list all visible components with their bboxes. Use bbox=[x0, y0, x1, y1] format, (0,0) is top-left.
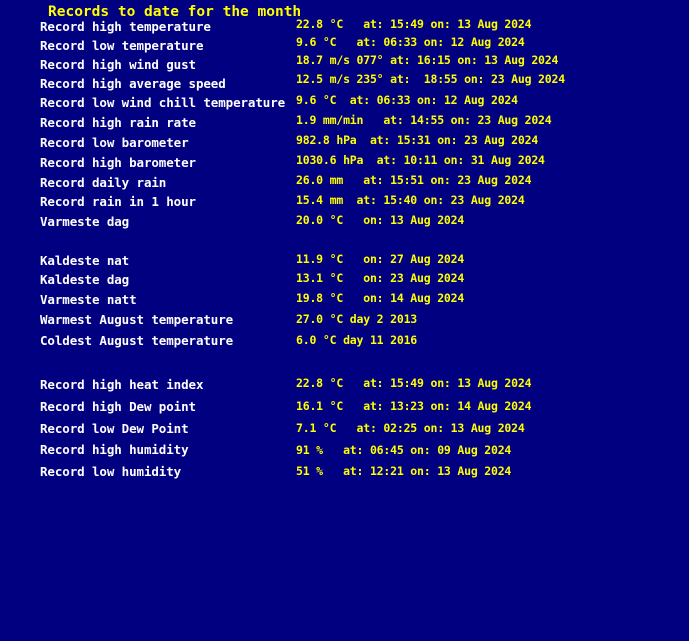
record-label: Varmeste natt bbox=[40, 292, 137, 307]
record-value: 9.6 °C at: 06:33 on: 12 Aug 2024 bbox=[296, 35, 525, 49]
record-label: Record low barometer bbox=[40, 135, 189, 150]
record-value: 1030.6 hPa at: 10:11 on: 31 Aug 2024 bbox=[296, 153, 545, 167]
record-value: 26.0 mm at: 15:51 on: 23 Aug 2024 bbox=[296, 173, 532, 187]
record-value: 18.7 m/s 077° at: 16:15 on: 13 Aug 2024 bbox=[296, 53, 559, 67]
record-value: 12.5 m/s 235° at: 18:55 on: 23 Aug 2024 bbox=[296, 72, 565, 86]
record-label: Record high rain rate bbox=[40, 115, 196, 130]
record-label: Record high temperature bbox=[40, 19, 211, 34]
record-value: 1.9 mm/min at: 14:55 on: 23 Aug 2024 bbox=[296, 113, 552, 127]
record-value: 9.6 °C at: 06:33 on: 12 Aug 2024 bbox=[296, 93, 518, 107]
record-value: 7.1 °C at: 02:25 on: 13 Aug 2024 bbox=[296, 421, 525, 435]
record-label: Record high wind gust bbox=[40, 57, 196, 72]
record-value: 27.0 °C day 2 2013 bbox=[296, 312, 418, 326]
record-label: Kaldeste dag bbox=[40, 272, 130, 287]
record-value: 19.8 °C on: 14 Aug 2024 bbox=[296, 291, 465, 305]
record-value: 982.8 hPa at: 15:31 on: 23 Aug 2024 bbox=[296, 133, 539, 147]
record-value: 22.8 °C at: 15:49 on: 13 Aug 2024 bbox=[296, 17, 532, 31]
record-value: 51 % at: 12:21 on: 13 Aug 2024 bbox=[296, 464, 512, 478]
record-label: Record high heat index bbox=[40, 377, 204, 392]
record-label: Coldest August temperature bbox=[40, 333, 234, 348]
record-value: 16.1 °C at: 13:23 on: 14 Aug 2024 bbox=[296, 399, 532, 413]
record-value: 91 % at: 06:45 on: 09 Aug 2024 bbox=[296, 443, 512, 457]
record-label: Record high Dew point bbox=[40, 399, 196, 414]
record-label: Record rain in 1 hour bbox=[40, 194, 196, 209]
record-value: 22.8 °C at: 15:49 on: 13 Aug 2024 bbox=[296, 376, 532, 390]
record-label: Varmeste dag bbox=[40, 214, 130, 229]
record-value: 20.0 °C on: 13 Aug 2024 bbox=[296, 213, 465, 227]
record-value: 13.1 °C on: 23 Aug 2024 bbox=[296, 271, 465, 285]
record-label: Record low temperature bbox=[40, 38, 204, 53]
record-label: Record high humidity bbox=[40, 442, 189, 457]
record-label: Kaldeste nat bbox=[40, 253, 130, 268]
record-label: Record low humidity bbox=[40, 464, 182, 479]
record-label: Record daily rain bbox=[40, 175, 167, 190]
record-label: Record high average speed bbox=[40, 76, 226, 91]
record-label: Record high barometer bbox=[40, 155, 196, 170]
record-value: 15.4 mm at: 15:40 on: 23 Aug 2024 bbox=[296, 193, 525, 207]
record-value: 6.0 °C day 11 2016 bbox=[296, 333, 418, 347]
record-label: Warmest August temperature bbox=[40, 312, 234, 327]
page-title: Records to date for the month bbox=[48, 4, 302, 20]
record-label: Record low wind chill temperature bbox=[40, 95, 286, 110]
record-value: 11.9 °C on: 27 Aug 2024 bbox=[296, 252, 465, 266]
record-label: Record low Dew Point bbox=[40, 421, 189, 436]
